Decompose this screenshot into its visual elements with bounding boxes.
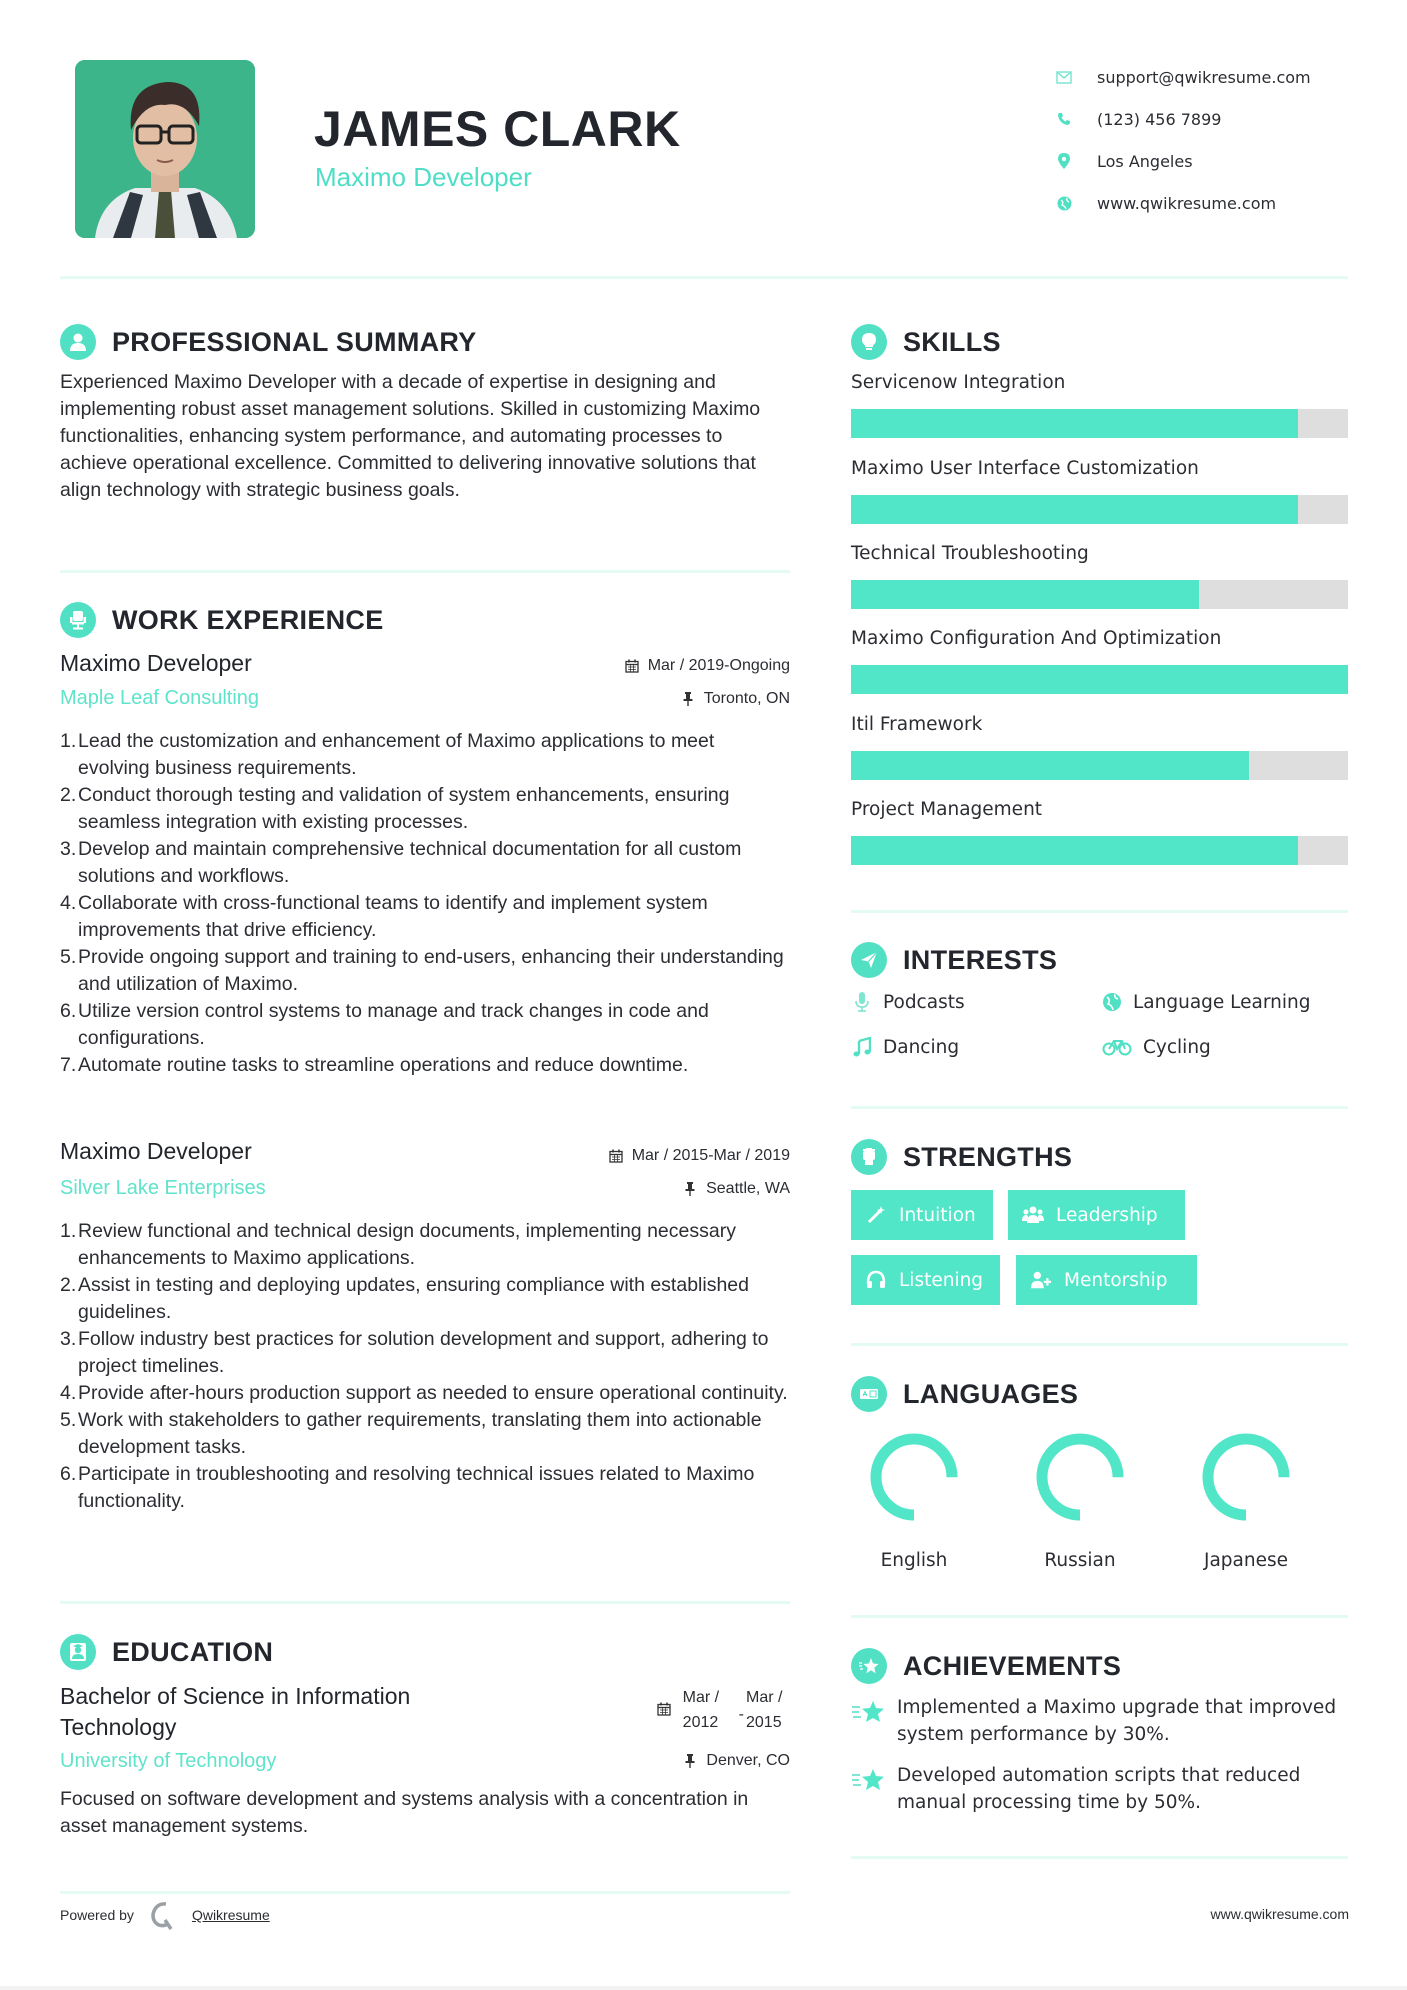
education-divider <box>60 1891 790 1894</box>
strength-chip-listening: Listening <box>851 1255 1000 1305</box>
interest-podcasts: Podcasts <box>851 991 965 1013</box>
skill-bar <box>851 409 1348 438</box>
candidate-name: JAMES CLARK <box>314 101 681 157</box>
bicycle-icon <box>1101 1036 1133 1058</box>
language-russian <box>1015 1432 1145 1571</box>
right-column <box>851 0 1348 1990</box>
duty-item: 2. Conduct thorough testing and validation of system enhancements, ensuring seamless integration with existing processes. <box>60 784 730 833</box>
job-2-location <box>682 1180 790 1198</box>
user-icon <box>60 324 96 360</box>
skill-label: Itil Framework <box>851 714 983 735</box>
interest-dancing: Dancing <box>851 1036 959 1058</box>
duty-item: 4. Provide after-hours production support as needed to ensure operational continuity. <box>60 1382 788 1404</box>
shooting-star-icon <box>851 1766 885 1796</box>
translate-icon <box>851 1376 887 1412</box>
skill-bar <box>851 751 1348 780</box>
achievements-heading <box>851 1648 1121 1684</box>
pushpin-icon <box>682 1753 698 1769</box>
skill-bar <box>851 665 1348 694</box>
duty-item: 3. Develop and maintain comprehensive technical documentation for all custom solutions and workflows. <box>60 838 742 887</box>
skill-label: Servicenow Integration <box>851 372 1066 393</box>
languages-title: LANGUAGES <box>903 1378 1079 1409</box>
interest-language-learning: Language Learning <box>1101 991 1311 1013</box>
education-dates <box>657 1685 790 1735</box>
summary-heading <box>60 324 477 360</box>
users-icon <box>1022 1204 1044 1226</box>
duty-item: 4. Collaborate with cross-functional teams to identify and implement system improvements that drive efficiency. <box>60 892 708 941</box>
skill-label: Technical Troubleshooting <box>851 543 1089 564</box>
skills-divider <box>851 910 1348 913</box>
job-1-title: Maximo Developer <box>60 650 252 676</box>
job-2-location-text: Seattle, WA <box>706 1180 790 1197</box>
summary-text: Experienced Maximo Developer with a decade of expertise in designing and implementing robust asset management solutions. Skilled in customizing Maximo functionalities, enhancing system performance, and automating processes to achieve operational excellence. Committed to delivering innovative solutions that align technology with strategic business goals. <box>60 371 761 501</box>
interests-divider <box>851 1106 1348 1109</box>
job-2-company: Silver Lake Enterprises <box>60 1177 266 1199</box>
skill-bar-fill <box>851 580 1199 609</box>
work-title: WORK EXPERIENCE <box>112 604 384 635</box>
skill-bar-fill <box>851 495 1298 524</box>
globe-icon <box>1101 991 1123 1013</box>
page-bottom-edge <box>0 1986 1407 1990</box>
achievement-item <box>851 1694 1348 1748</box>
language-progress-ring <box>869 1432 959 1522</box>
calendar-icon <box>608 1148 624 1164</box>
left-column <box>60 0 790 1990</box>
skill-bar <box>851 580 1348 609</box>
skill-label: Project Management <box>851 799 1043 820</box>
language-english <box>849 1432 979 1571</box>
skill-bar <box>851 495 1348 524</box>
qwikresume-logo-icon <box>148 1900 178 1930</box>
language-progress-ring <box>1201 1432 1291 1522</box>
school-name: University of Technology <box>60 1750 277 1772</box>
calendar-icon <box>624 658 640 674</box>
lightbulb-icon <box>851 324 887 360</box>
duty-item: 3. Follow industry best practices for solution development and support, adhering to project timelines. <box>60 1328 769 1377</box>
pushpin-icon <box>682 1181 698 1197</box>
job-1-location-text: Toronto, ON <box>703 690 790 707</box>
education-start: Mar / 2012 <box>682 1689 720 1731</box>
job-2-dates-text: Mar / 2015-Mar / 2019 <box>631 1147 790 1164</box>
pushpin-icon <box>680 691 696 707</box>
summary-title: PROFESSIONAL SUMMARY <box>112 326 477 357</box>
duty-item: 5. Provide ongoing support and training to end-users, enhancing their understanding and utilization of Maximo. <box>60 946 784 995</box>
education-description: Focused on software development and systems analysis with a concentration in asset management systems. <box>60 1788 749 1837</box>
footer-powered-by <box>60 1900 270 1930</box>
job-2-duties <box>60 1218 790 1515</box>
achievements-title: ACHIEVEMENTS <box>903 1650 1122 1681</box>
achievement-text: Implemented a Maximo upgrade that improved system performance by 30%. <box>897 1697 1337 1745</box>
duty-item: 6. Participate in troubleshooting and resolving technical issues related to Maximo functionality. <box>60 1463 755 1512</box>
education-location-text: Denver, CO <box>706 1752 790 1769</box>
magic-wand-icon <box>865 1204 887 1226</box>
job-2-dates <box>608 1147 790 1165</box>
education-location <box>682 1752 790 1770</box>
headphones-icon <box>865 1269 887 1291</box>
interests-title: INTERESTS <box>903 944 1058 975</box>
job-1-company: Maple Leaf Consulting <box>60 687 260 709</box>
office-chair-icon <box>60 602 96 638</box>
skill-bar <box>851 836 1348 865</box>
strength-chip-leadership: Leadership <box>1008 1190 1185 1240</box>
contact-location-text: Los Angeles <box>1097 151 1193 171</box>
job-1-duties <box>60 728 790 1079</box>
achievement-item <box>851 1762 1348 1816</box>
skills-heading <box>851 324 1001 360</box>
education-heading <box>60 1634 273 1670</box>
skill-bar-fill <box>851 409 1298 438</box>
language-name: English <box>880 1550 948 1571</box>
language-name: Russian <box>1044 1550 1116 1571</box>
languages-heading <box>851 1376 1078 1412</box>
interest-cycling: Cycling <box>1101 1036 1211 1058</box>
language-progress-ring <box>1035 1432 1125 1522</box>
skill-label: Maximo User Interface Customization <box>851 458 1199 479</box>
achievement-text: Developed automation scripts that reduced manual processing time by 50%. <box>897 1765 1301 1813</box>
job-1-location <box>680 690 790 708</box>
skills-title: SKILLS <box>903 326 1001 357</box>
footer-website[interactable]: www.qwikresume.com <box>1210 1906 1349 1922</box>
work-heading <box>60 602 384 638</box>
contact-website-text: www.qwikresume.com <box>1097 193 1277 213</box>
calendar-icon <box>657 1702 673 1718</box>
education-title: EDUCATION <box>112 1636 274 1667</box>
strength-chip-mentorship: Mentorship <box>1016 1255 1197 1305</box>
duty-item: 5. Work with stakeholders to gather requirements, translating them into actionable development tasks. <box>60 1409 762 1458</box>
candidate-title: Maximo Developer <box>315 162 532 192</box>
job-2-title: Maximo Developer <box>60 1138 252 1164</box>
date-separator: - <box>738 1705 744 1723</box>
summary-divider <box>60 570 790 573</box>
fist-icon <box>851 1139 887 1175</box>
shooting-star-icon <box>851 1698 885 1728</box>
skill-label: Maximo Configuration And Optimization <box>851 628 1222 649</box>
duty-item: 1. Review functional and technical design documents, implementing necessary enhancements to Maximo applications. <box>60 1220 736 1269</box>
languages-divider <box>851 1615 1348 1618</box>
contact-phone-text: (123) 456 7899 <box>1097 109 1222 129</box>
graduate-icon <box>60 1634 96 1670</box>
duty-item: 7. Automate routine tasks to streamline operations and reduce downtime. <box>60 1054 689 1076</box>
achievements-divider <box>851 1856 1348 1859</box>
education-end: Mar / 2015 <box>746 1689 783 1731</box>
duty-item: 6. Utilize version control systems to manage and track changes in code and configurations. <box>60 1000 709 1049</box>
skill-bar-fill <box>851 751 1249 780</box>
duty-item: 1. Lead the customization and enhancement of Maximo applications to meet evolving business requirements. <box>60 730 715 779</box>
qwikresume-link[interactable]: Qwikresume <box>191 1907 270 1923</box>
skill-bar-fill <box>851 836 1298 865</box>
work-divider <box>60 1601 790 1604</box>
skill-bar-fill <box>851 665 1348 694</box>
strengths-divider <box>851 1343 1348 1346</box>
job-1-dates <box>624 657 790 675</box>
microphone-icon <box>851 991 873 1013</box>
degree-title: Bachelor of Science in Information Technology <box>60 1683 411 1740</box>
job-1-dates-text: Mar / 2019-Ongoing <box>647 657 790 674</box>
strengths-title: STRENGTHS <box>903 1141 1073 1172</box>
language-japanese <box>1181 1432 1311 1571</box>
powered-by-label: Powered by <box>60 1907 134 1923</box>
interests-heading <box>851 942 1057 978</box>
strength-chip-intuition: Intuition <box>851 1190 993 1240</box>
contact-email-text: support@qwikresume.com <box>1097 67 1311 87</box>
star-badge-icon <box>851 1648 887 1684</box>
user-plus-icon <box>1030 1269 1052 1291</box>
paper-plane-icon <box>851 942 887 978</box>
music-note-icon <box>851 1036 873 1058</box>
duty-item: 2. Assist in testing and deploying updates, ensuring compliance with established guidelines. <box>60 1274 749 1323</box>
strengths-heading <box>851 1139 1072 1175</box>
language-name: Japanese <box>1204 1550 1288 1571</box>
